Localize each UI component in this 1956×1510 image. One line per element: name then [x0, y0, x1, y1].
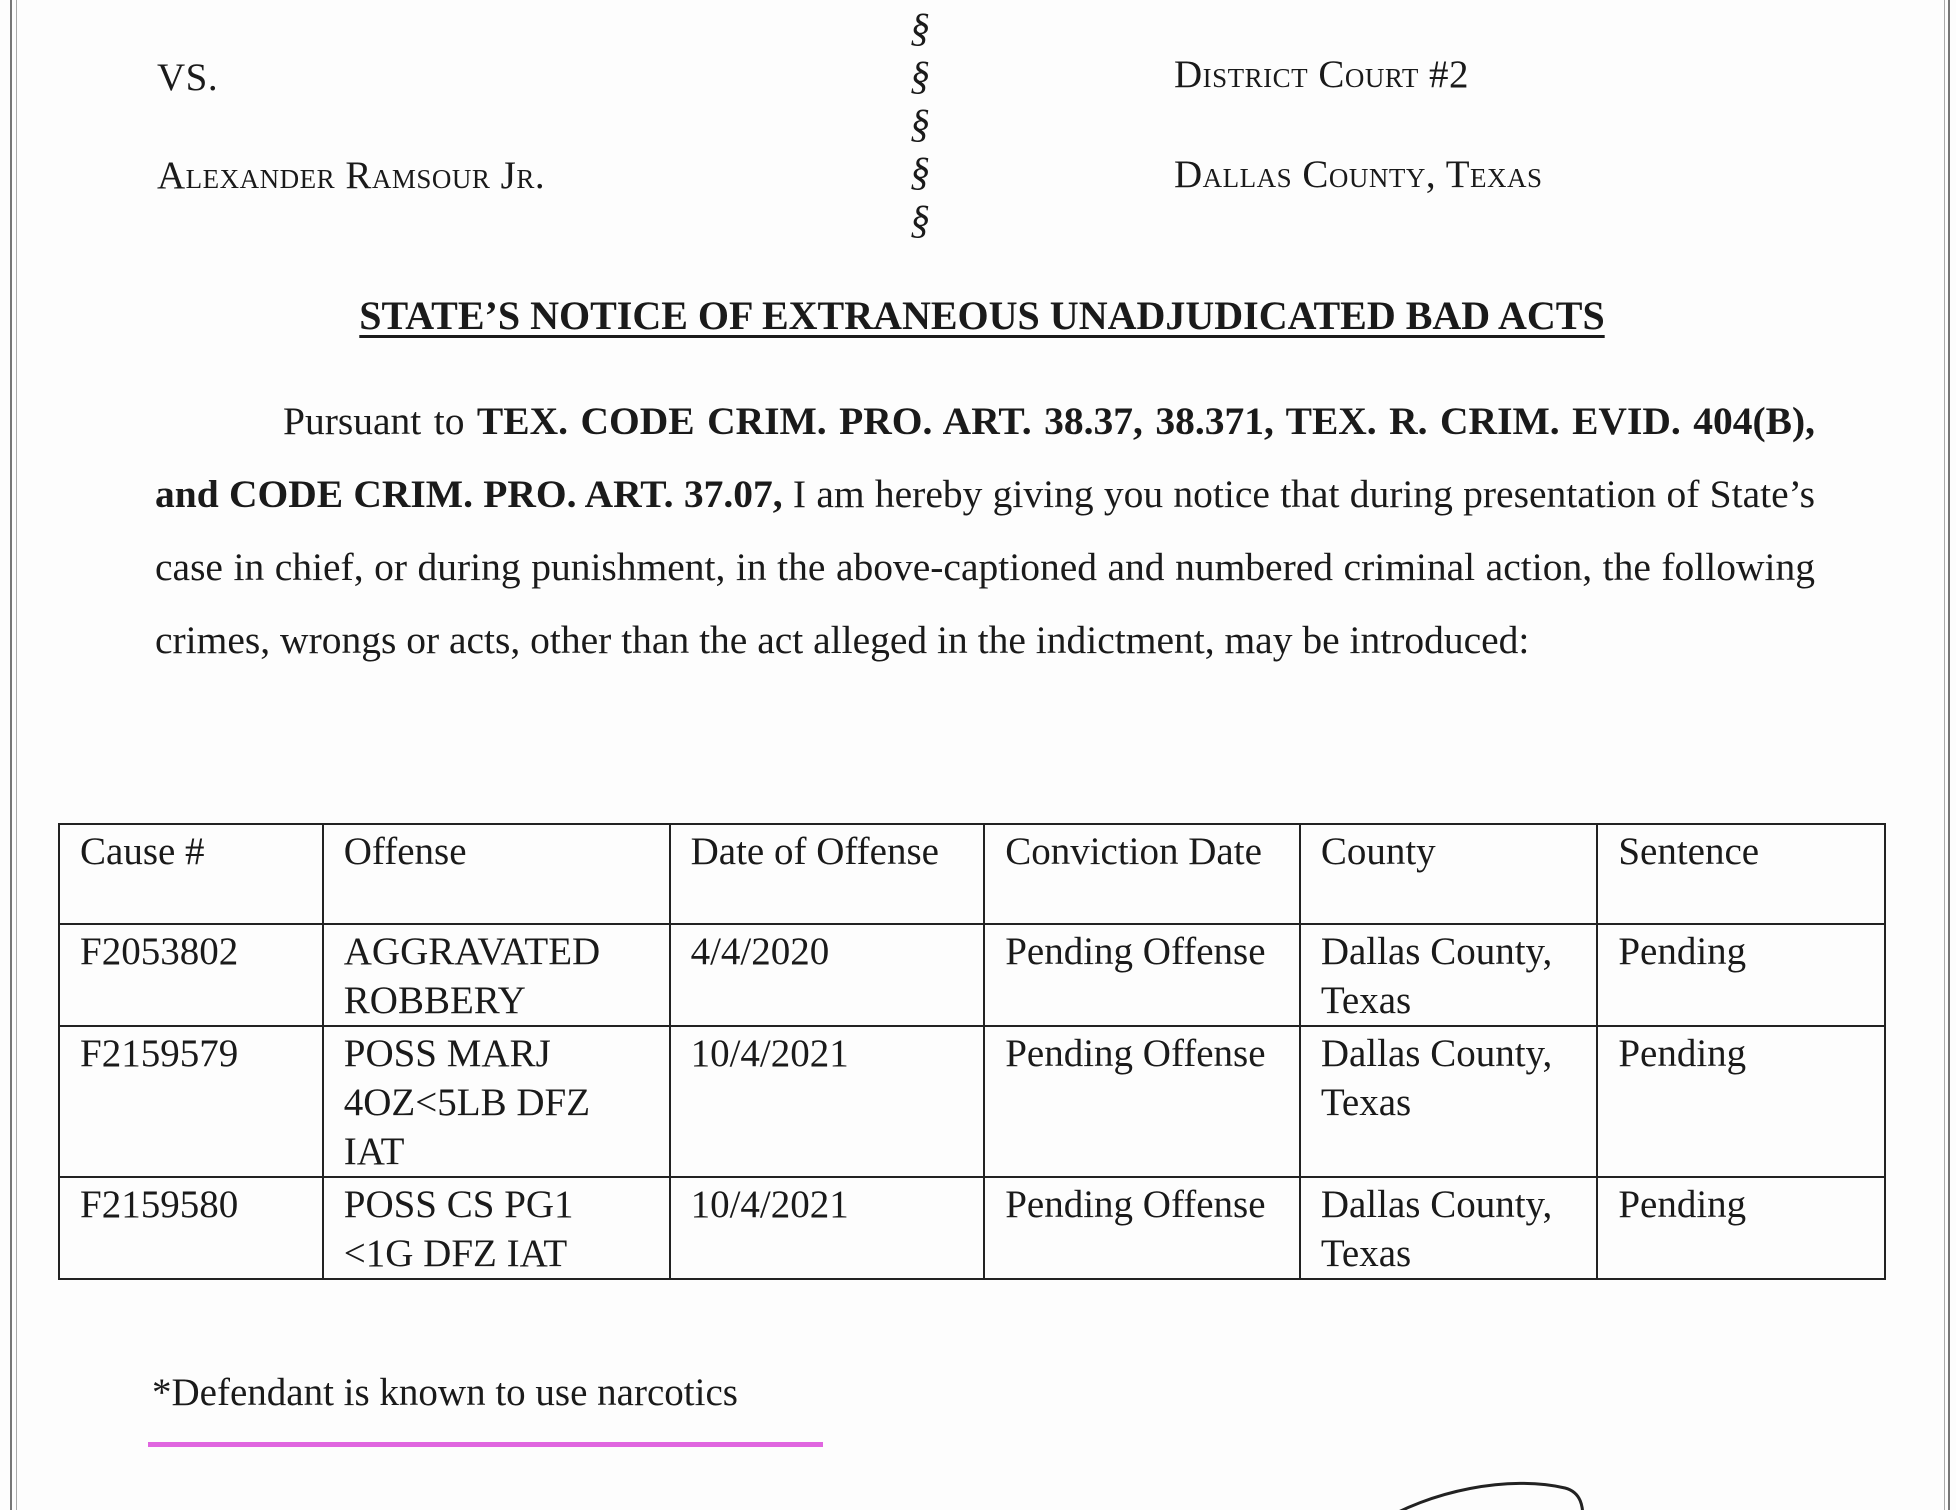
caption-vs: VS.: [157, 56, 219, 99]
table-row: [59, 1177, 1885, 1279]
caption-county: Dallas County, Texas: [1174, 153, 1543, 196]
narcotics-note: *Defendant is known to use narcotics: [152, 1371, 738, 1414]
document-title: [0, 292, 1956, 339]
section-marks: [905, 0, 935, 241]
section-mark: §: [910, 53, 930, 98]
table-cell: Pending Offense: [984, 1177, 1300, 1279]
table-cell: Dallas County, Texas: [1300, 1177, 1598, 1279]
table-header-cell: Sentence: [1597, 824, 1885, 924]
section-mark: §: [910, 149, 930, 194]
table-row: [59, 924, 1885, 1026]
table-cell: 4/4/2020: [670, 924, 985, 1026]
caption-defendant: Alexander Ramsour Jr.: [157, 154, 546, 197]
table-cell: Pending Offense: [984, 1026, 1300, 1177]
table-cell: Pending: [1597, 1177, 1885, 1279]
table-cell: F2159580: [59, 1177, 323, 1279]
section-mark: §: [910, 197, 930, 242]
table-cell: POSS CS PG1 <1G DFZ IAT: [323, 1177, 670, 1279]
table-cell: F2053802: [59, 924, 323, 1026]
table-row: [59, 1026, 1885, 1177]
table-cell: Dallas County, Texas: [1300, 924, 1598, 1026]
table-cell: F2159579: [59, 1026, 323, 1177]
table-header-cell: County: [1300, 824, 1598, 924]
bad-acts-table: [58, 823, 1886, 1280]
section-mark: §: [910, 5, 930, 50]
table-header-cell: Date of Offense: [670, 824, 985, 924]
paragraph-citation: TEX. CODE CRIM. PRO. ART. 38.37, 38.371, TEX. R. CRIM. EVID. 404(B), and CODE CRIM. PRO. ART. 37.07,: [155, 399, 1815, 516]
table-header-cell: Offense: [323, 824, 670, 924]
table-header-row: [59, 824, 1885, 924]
table-header-cell: Conviction Date: [984, 824, 1300, 924]
section-mark: §: [910, 101, 930, 146]
table-cell: 10/4/2021: [670, 1177, 985, 1279]
page-border-right: [1944, 0, 1950, 1510]
signature-stroke-icon: [1370, 1470, 1590, 1510]
table-cell: AGGRAVATED ROBBERY: [323, 924, 670, 1026]
table-cell: Dallas County, Texas: [1300, 1026, 1598, 1177]
table-cell: 10/4/2021: [670, 1026, 985, 1177]
highlight-underline: [148, 1442, 823, 1447]
table-cell: POSS MARJ 4OZ<5LB DFZ IAT: [323, 1026, 670, 1177]
notice-paragraph: [155, 385, 1815, 677]
document-title-text: STATE’S NOTICE OF EXTRANEOUS UNADJUDICATED BAD ACTS: [359, 293, 1605, 338]
caption-court: District Court #2: [1174, 53, 1470, 96]
table-cell: Pending: [1597, 1026, 1885, 1177]
page-border-left: [10, 0, 17, 1510]
paragraph-lead: Pursuant to: [283, 399, 477, 443]
table-cell: Pending: [1597, 924, 1885, 1026]
table-cell: Pending Offense: [984, 924, 1300, 1026]
table-header-cell: Cause #: [59, 824, 323, 924]
paragraph-body: I am hereby giving you notice that during presentation of State’s case in chief, or during punishment, in the above-captioned and numbered criminal action, the following crimes, wrongs or acts, other than the act alleged in the indictment, may be introduced:: [155, 472, 1815, 662]
